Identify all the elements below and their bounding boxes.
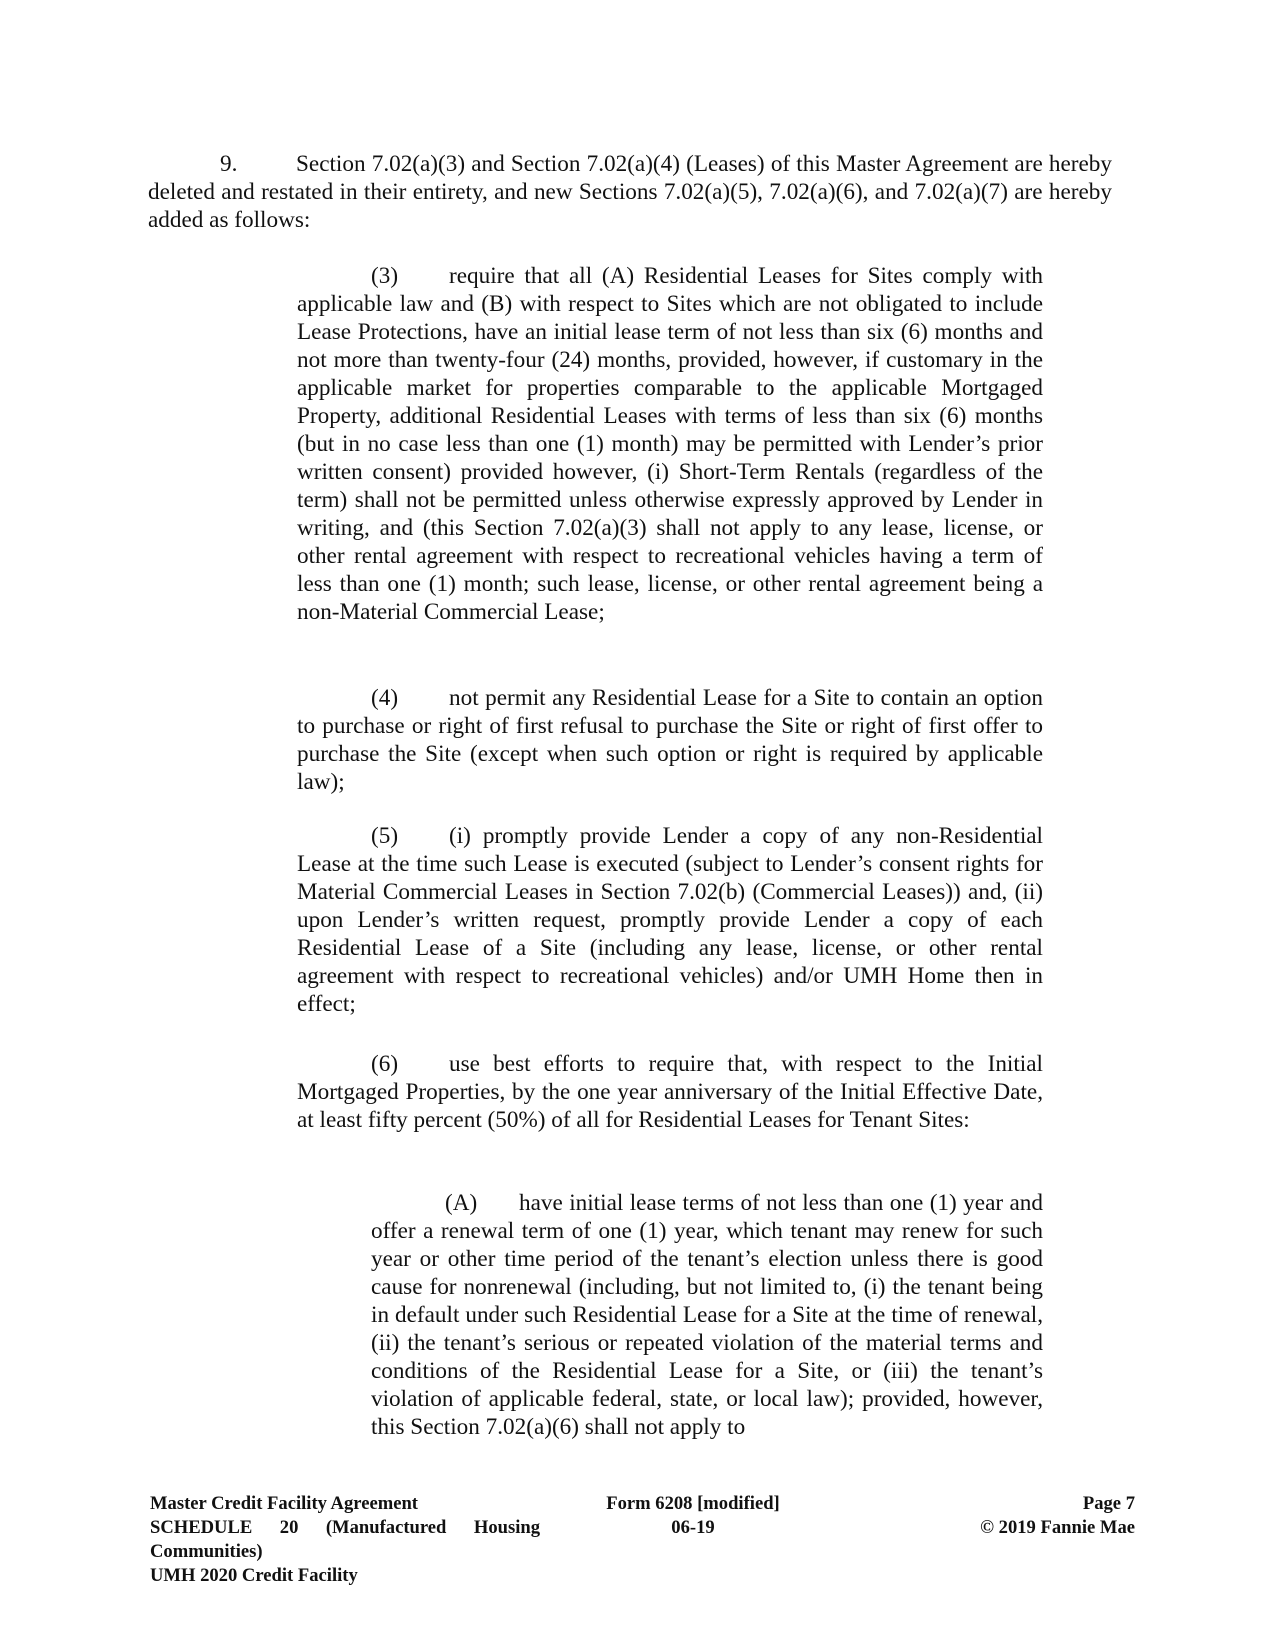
footer-schedule-word-2: (Manufactured [325, 1517, 447, 1538]
footer-copyright: © 2019 Fannie Mae [980, 1517, 1135, 1538]
subclause-number: (A) [445, 1190, 478, 1216]
footer-schedule-word-3: Housing [473, 1517, 540, 1538]
paragraph-number: 9. [220, 151, 238, 177]
footer-form-date: 06-19 [671, 1517, 715, 1538]
clause-number: (4) [371, 685, 399, 711]
clause-6 [297, 1050, 1043, 1134]
footer-schedule-word: SCHEDULE [150, 1517, 253, 1538]
footer-form-number: Form 6208 [modified] [606, 1493, 780, 1514]
footer-schedule-line [150, 1516, 540, 1540]
footer-schedule-continued: Communities) [150, 1541, 263, 1562]
footer-page-number: Page 7 [1082, 1493, 1135, 1514]
paragraph-9 [148, 150, 1112, 234]
page-footer [0, 1492, 1275, 1602]
clause-3 [297, 262, 1043, 626]
footer-right [875, 1492, 1135, 1540]
paragraph-text: Section 7.02(a)(3) and Section 7.02(a)(4) (Leases) of this Master Agreement are hereby deleted and restated in their entirety, and new Sections 7.02(a)(5), 7.02(a)(6), and 7.02(a)(7) are hereby added as follows: [148, 151, 1112, 233]
clause-text: (i) promptly provide Lender a copy of any non-Residential Lease at the time such Lease is executed (subject to Lender’s consent rights for Material Commercial Leases in Section 7.02(b) (Commercial Leases)) and, (ii) upon Lender’s written request, promptly provide Lender a copy of each Residential Lease of a Site (including any lease, license, or other rental agreement with respect to recreational vehicles) and/or UMH Home then in effect; [297, 823, 1043, 1017]
clause-number: (3) [371, 263, 399, 289]
clause-number: (5) [371, 823, 399, 849]
footer-schedule-number: 20 [279, 1517, 299, 1538]
subclause-text: have initial lease terms of not less than one (1) year and offer a renewal term of one (1) year, which tenant may renew for such year or other time period of the tenant’s election unless there is good cause for nonrenewal (including, but not limited to, (i) the tenant being in default under such Residential Lease for a Site at the time of renewal, (ii) the tenant’s serious or repeated violation of the material terms and conditions of the Residential Lease for a Site, or (iii) the tenant’s violation of applicable federal, state, or local law); provided, however, this Section 7.02(a)(6) shall not apply to [371, 1190, 1043, 1440]
clause-number: (6) [371, 1051, 399, 1077]
clause-4 [297, 684, 1043, 796]
clause-text: require that all (A) Residential Leases for Sites comply with applicable law and (B) with respect to Sites which are not obligated to include Lease Protections, have an initial lease term of not less than six (6) months and not more than twenty-four (24) months, provided, however, if customary in the applicable market for properties comparable to the applicable Mortgaged Property, additional Residential Leases with terms of less than six (6) months (but in no case less than one (1) month) may be permitted with Lender’s prior written consent) provided however, (i) Short-Term Rentals (regardless of the term) shall not be permitted unless otherwise expressly approved by Lender in writing, and (this Section 7.02(a)(3) shall not apply to any lease, license, or other rental agreement with respect to recreational vehicles having a term of less than one (1) month; such lease, license, or other rental agreement being a non-Material Commercial Lease; [297, 263, 1043, 625]
clause-text: not permit any Residential Lease for a Site to contain an option to purchase or right of first refusal to purchase the Site or right of first offer to purchase the Site (except when such option or right is required by applicable law); [297, 685, 1043, 795]
footer-agreement-title: Master Credit Facility Agreement [150, 1493, 418, 1514]
subclause-a [371, 1189, 1043, 1441]
clause-5 [297, 822, 1043, 1018]
footer-left [150, 1492, 540, 1588]
footer-center [578, 1492, 808, 1540]
footer-facility-name: UMH 2020 Credit Facility [150, 1565, 358, 1586]
clause-text: use best efforts to require that, with respect to the Initial Mortgaged Properties, by the one year anniversary of the Initial Effective Date, at least fifty percent (50%) of all for Residential Leases for Tenant Sites: [297, 1051, 1043, 1133]
